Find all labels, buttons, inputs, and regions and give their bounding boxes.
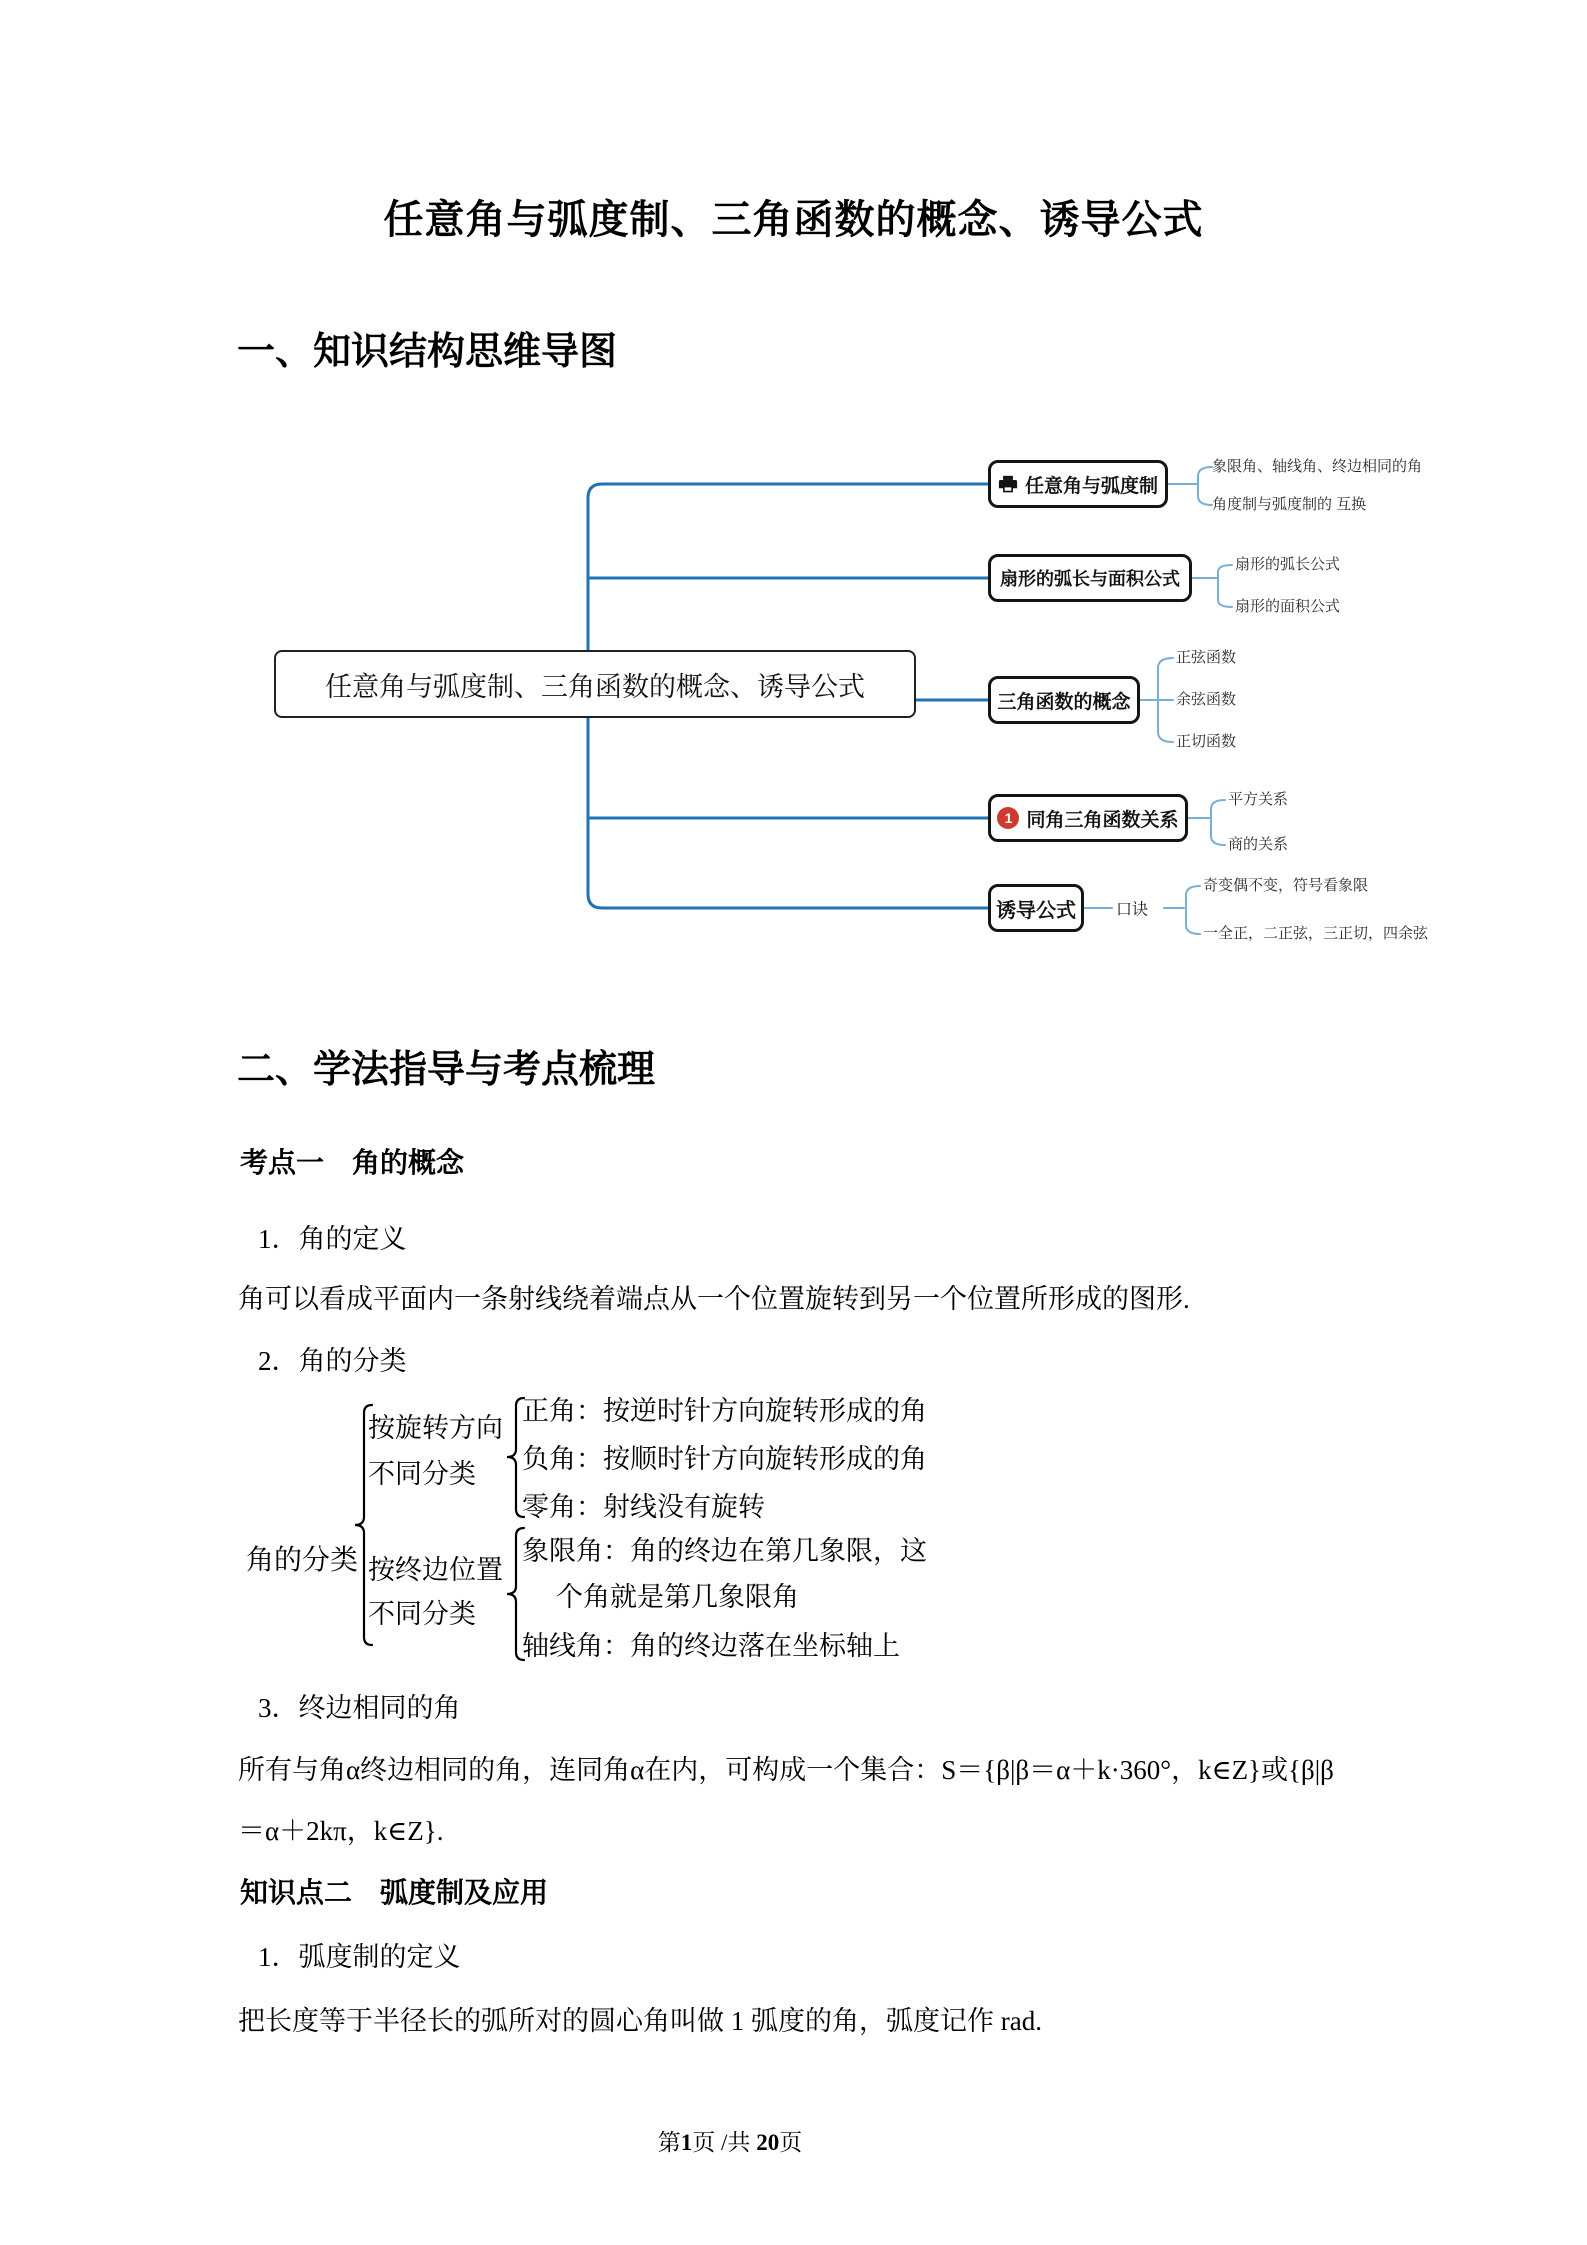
- classification-item: 负角：按顺时针方向旋转形成的角: [522, 1444, 927, 1474]
- section1-heading: 一、知识结构思维导图: [237, 331, 618, 373]
- group1-label-line2: 不同分类: [368, 1459, 476, 1489]
- section2-heading: 二、学法指导与考点梳理: [237, 1049, 656, 1091]
- mindmap-node-label: 同角三角函数关系: [1026, 809, 1179, 831]
- footer-total: 20: [756, 2130, 780, 2155]
- paragraph-angle-definition: 角可以看成平面内一条射线绕着端点从一个位置旋转到另一个位置所形成的图形.: [238, 1284, 1190, 1314]
- footer-prefix: 第: [657, 2130, 681, 2155]
- mindmap-leaf: 正弦函数: [1176, 649, 1237, 666]
- group2-label-line1: 按终边位置: [368, 1555, 503, 1585]
- list-item-angle-classification: 2．角的分类: [258, 1346, 407, 1376]
- mindmap-leaf: 正切函数: [1176, 733, 1237, 750]
- classification-root-label: 角的分类: [246, 1545, 359, 1576]
- mindmap-leaf: 象限角、轴线角、终边相同的角: [1212, 458, 1423, 475]
- footer-separator: /共: [715, 2130, 757, 2155]
- mindmap-leaf: 扇形的弧长公式: [1235, 556, 1341, 573]
- list-item-coterminal-angles: 3．终边相同的角: [258, 1693, 461, 1723]
- paragraph-coterminal-line1: 所有与角α终边相同的角，连同角α在内，可构成一个集合：S＝{β|β＝α＋k·360°，k∈Z}或{β|β: [238, 1755, 1334, 1785]
- mindmap-leaf: 一全正，二正弦，三正切，四余弦: [1203, 925, 1429, 942]
- paragraph-coterminal-line2: ＝α＋2kπ，k∈Z}.: [238, 1816, 444, 1846]
- topic1-heading: 考点一 角的概念: [240, 1148, 465, 1179]
- classification-item: 个角就是第几象限角: [556, 1582, 799, 1612]
- mindmap-node-label: 扇形的弧长与面积公式: [1000, 569, 1180, 589]
- mindmap-node-sector-formulas: [988, 554, 1192, 602]
- mindmap-via-label: 口诀: [1116, 901, 1149, 919]
- classification-item: 轴线角：角的终边落在坐标轴上: [522, 1631, 900, 1661]
- group1-label-line1: 按旋转方向: [368, 1413, 503, 1443]
- mindmap-node-induction-formulas: [988, 884, 1084, 932]
- mindmap-leaf: 奇变偶不变，符号看象限: [1203, 877, 1369, 894]
- footer-page-unit: 页: [692, 2130, 716, 2155]
- footer-page-number: 1: [680, 2130, 693, 2155]
- mindmap-leaf: 扇形的面积公式: [1235, 598, 1341, 615]
- mindmap-node-label: 任意角与弧度制: [1024, 475, 1158, 497]
- mindmap-root-node: 任意角与弧度制、三角函数的概念、诱导公式: [274, 650, 916, 718]
- list-item-angle-definition: 1．角的定义: [258, 1224, 407, 1254]
- topic2-heading: 知识点二 弧度制及应用: [240, 1878, 549, 1909]
- printer-icon: [998, 475, 1018, 494]
- footer-total-unit: 页: [779, 2130, 803, 2155]
- document-title: 任意角与弧度制、三角函数的概念、诱导公式: [383, 198, 1204, 242]
- page-footer: [0, 2124, 1460, 2157]
- mindmap-leaf: 商的关系: [1228, 836, 1289, 853]
- mindmap-node-label: 三角函数的概念: [997, 691, 1131, 713]
- mindmap-node-same-angle-relations: [988, 794, 1188, 842]
- mindmap-node-label: 诱导公式: [996, 899, 1076, 922]
- mindmap-node-arbitrary-angle: [988, 460, 1168, 508]
- paragraph-radian-definition: 把长度等于半径长的弧所对的圆心角叫做 1 弧度的角，弧度记作 rad.: [238, 2006, 1042, 2036]
- mindmap-leaf: 角度制与弧度制的 互换: [1212, 496, 1367, 513]
- mindmap-leaf: 余弦函数: [1176, 691, 1237, 708]
- mindmap-node-trig-concept: [988, 676, 1140, 724]
- badge-1-icon: 1: [997, 807, 1019, 829]
- classification-item: 正角：按逆时针方向旋转形成的角: [522, 1396, 927, 1426]
- list-item-radian-definition: 1．弧度制的定义: [258, 1942, 461, 1972]
- group2-label-line2: 不同分类: [368, 1599, 476, 1629]
- classification-item: 象限角：角的终边在第几象限，这: [522, 1536, 927, 1566]
- mindmap-leaf: 平方关系: [1228, 791, 1289, 808]
- classification-item: 零角：射线没有旋转: [522, 1492, 765, 1522]
